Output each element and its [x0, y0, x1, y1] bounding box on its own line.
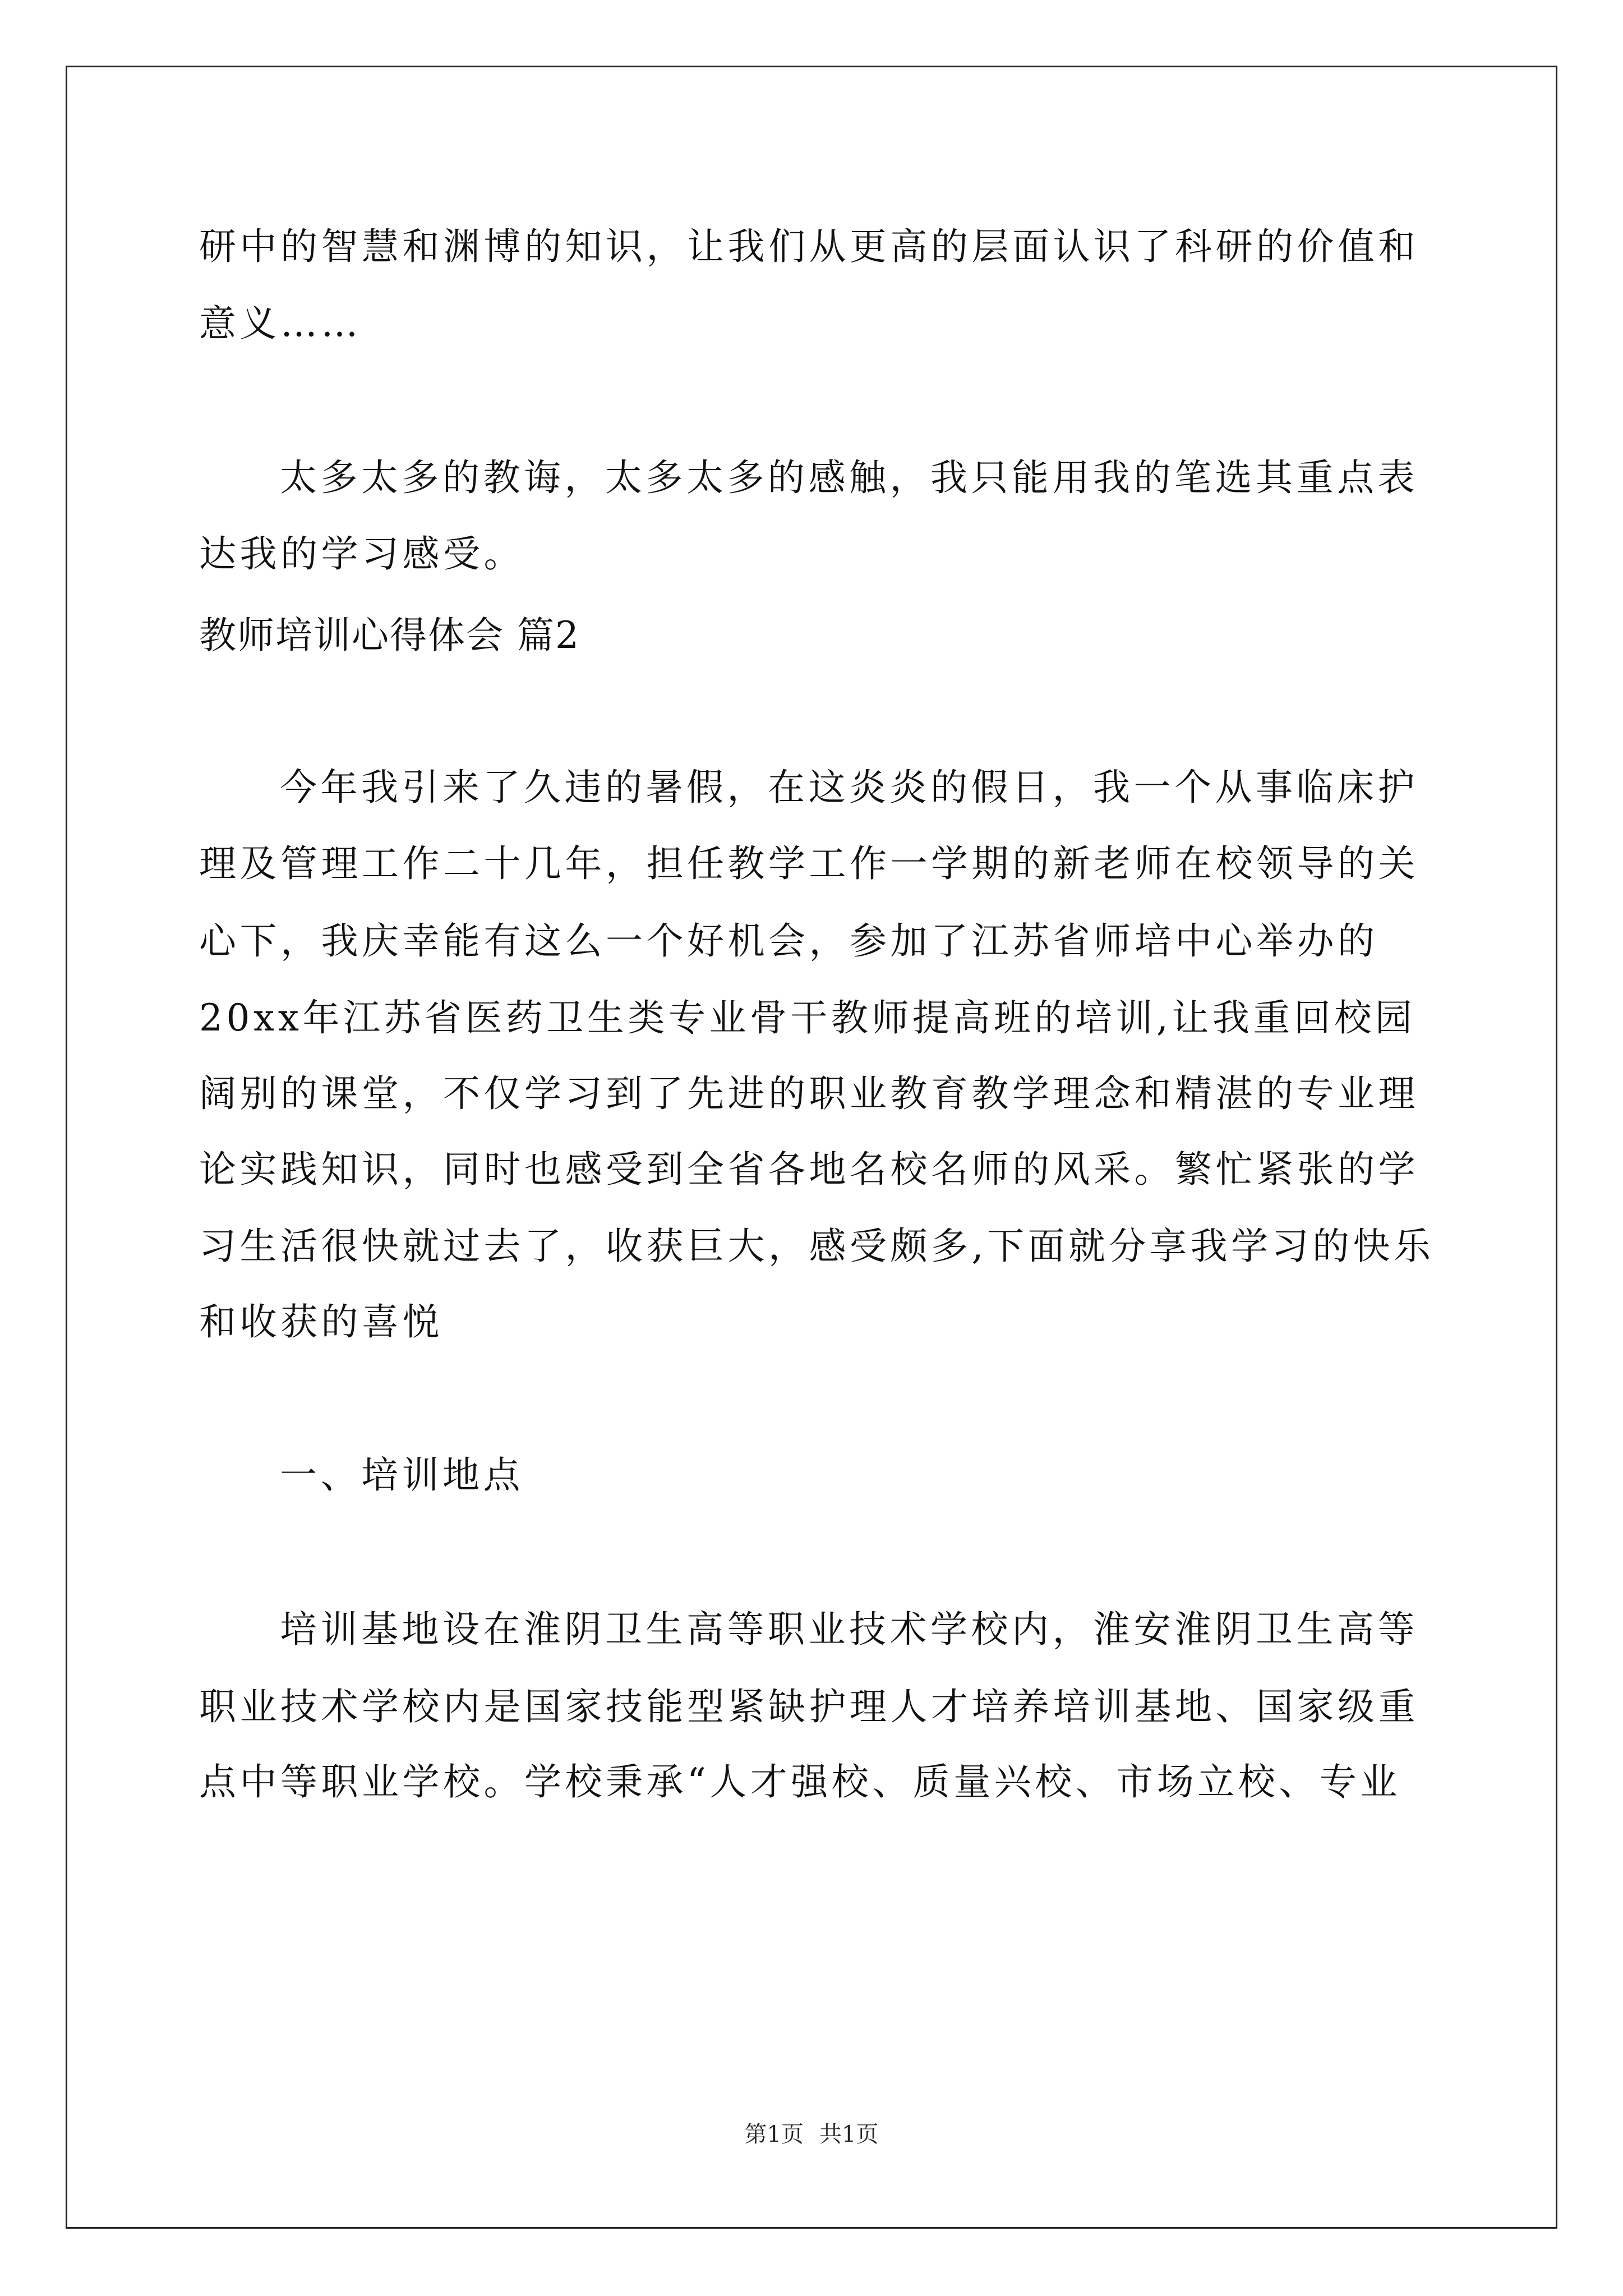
paragraph-line: 今年我引来了久违的暑假，在这炎炎的假日，我一个从事临床护 — [280, 766, 1418, 809]
paragraph-line: 20xx年江苏省医药卫生类专业骨干教师提高班的培训,让我重回校园 — [199, 996, 1416, 1039]
paragraph-line: 研中的智慧和渊博的知识，让我们从更高的层面认识了科研的价值和 — [199, 225, 1419, 268]
paragraph-line: 心下，我庆幸能有这么一个好机会，参加了江苏省师培中心举办的 — [199, 919, 1378, 963]
page-total: 共1页 — [819, 2122, 879, 2147]
section-heading: 教师培训心得体会 篇2 — [199, 614, 580, 657]
paragraph-line: 太多太多的教诲，太多太多的感触，我只能用我的笔选其重点表 — [280, 456, 1418, 499]
paragraph-line: 阔别的课堂，不仅学习到了先进的职业教育教学理念和精湛的专业理 — [199, 1072, 1419, 1115]
paragraph-line: 习生活很快就过去了，收获巨大，感受颇多,下面就分享我学习的快乐 — [199, 1225, 1435, 1268]
page-footer — [0, 2120, 1623, 2148]
page-number: 第1页 — [744, 2122, 804, 2147]
paragraph-line: 意义…… — [199, 302, 362, 345]
paragraph-line: 理及管理工作二十几年，担任教学工作一学期的新老师在校领导的关 — [199, 842, 1419, 885]
paragraph-line: 和收获的喜悦 — [199, 1300, 443, 1343]
paragraph-line: 培训基地设在淮阴卫生高等职业技术学校内，淮安淮阴卫生高等 — [280, 1608, 1418, 1651]
paragraph-line: 职业技术学校内是国家技能型紧缺护理人才培养培训基地、国家级重 — [199, 1685, 1419, 1728]
paragraph-line: 论实践知识，同时也感受到全省各地名校名师的风采。繁忙紧张的学 — [199, 1148, 1419, 1191]
subsection-heading: 一、培训地点 — [280, 1453, 524, 1497]
paragraph-line: 达我的学习感受。 — [199, 532, 524, 576]
paragraph-line: 点中等职业学校。学校秉承“人才强校、质量兴校、市场立校、专业 — [199, 1760, 1401, 1803]
